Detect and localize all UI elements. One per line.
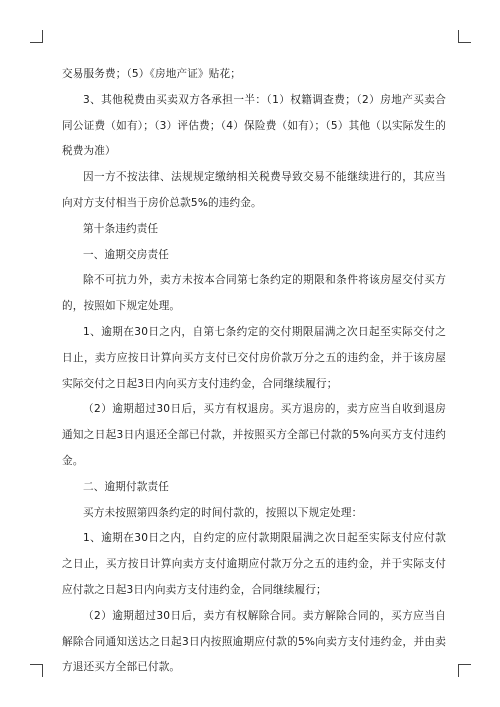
paragraph-late-payment-intro: 买方未按照第四条约定的时间付款的，按照以下规定处理： [83,506,363,519]
document-body [62,62,446,681]
paragraph-shared-fees: 3、其他税费由买卖双方各承担一半：（1）权籍调查费；（2）房地产买卖合同公证费（如有）；（3）评估费；（4）保险费（如有）；（5）其他（以实际发生的税费为准） [62,93,446,158]
subheading-late-payment: 二、逾期付款责任 [83,480,169,493]
paragraph-late-delivery-over-30: （2）逾期超过30日后，买方有权退房。买方退房的，卖方应当自收到退房通知之日起3日内退还全部已付款，并按照买方全部已付款的5%向买方支付违约金。 [62,403,446,467]
paragraph-fees-continued: 交易服务费；（5）《房地产证》贴花； [62,68,241,80]
paragraph-late-payment-within-30: 1、逾期在30日之内，自约定的应付款期限届满之次日起至实际支付应付款之日止，买方按日计算向卖方支付逾期应付款万分之五的违约金，并于实际支付应付款之日起3日内向卖方支付违约金，合同继续履行； [62,532,446,596]
crop-mark-top-right [458,30,471,43]
paragraph-late-payment-over-30: （2）逾期超过30日后，卖方有权解除合同。卖方解除合同的，买方应当自解除合同通知送达之日起3日内按照逾期应付款的5%向卖方支付违约金，并由卖方退还买方全部已付款。 [62,609,446,674]
paragraph-late-delivery-within-30: 1、逾期在30日之内，自第七条约定的交付期限届满之次日起至实际交付之日止，卖方应按日计算向买方支付已交付房价款万分之五的违约金，并于该房屋实际交付之日起3日内向买方支付违约金，合同继续履行； [62,325,446,390]
section-heading-article-10: 第十条违约责任 [83,222,159,235]
subheading-late-delivery: 一、逾期交房责任 [83,248,169,261]
paragraph-late-delivery-intro: 除不可抗力外，卖方未按本合同第七条约定的期限和条件将该房屋交付买方的，按照如下规定处理。 [62,274,446,313]
crop-mark-bottom-right [458,664,471,677]
paragraph-tax-default-penalty: 因一方不按法律、法规规定缴纳相关税费导致交易不能继续进行的，其应当向对方支付相当于房价总款5%的违约金。 [62,171,446,209]
crop-mark-bottom-left [30,664,43,677]
crop-mark-top-left [30,30,43,43]
